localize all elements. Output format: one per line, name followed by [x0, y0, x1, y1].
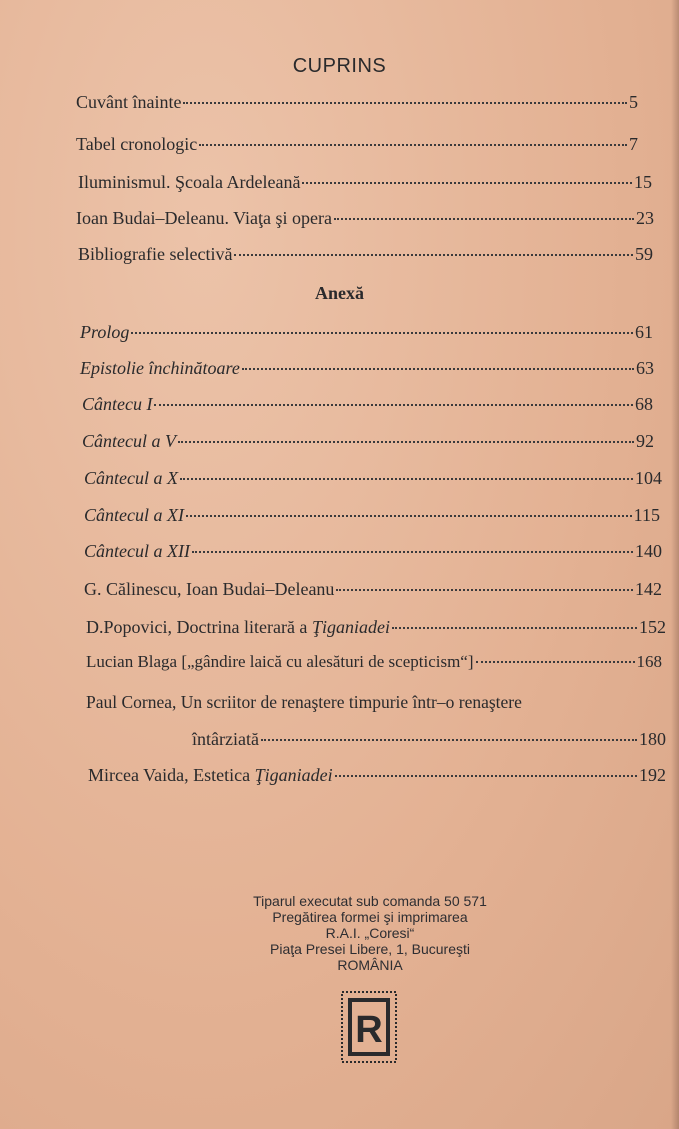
toc-entry-label: Cântecul a X — [84, 468, 178, 488]
toc-entry — [192, 729, 666, 750]
leader-dots — [154, 404, 633, 406]
toc-entry-page: 168 — [636, 652, 662, 671]
toc-entry — [76, 208, 654, 229]
toc-entry-label-prefix: D.Popovici, Doctrina literară a — [86, 617, 312, 637]
toc-entry-page: 59 — [635, 244, 653, 264]
toc-entry-page: 7 — [629, 134, 638, 154]
toc-entry-label: Cântecul a XI — [84, 505, 184, 525]
annex-heading: Anexă — [315, 283, 364, 303]
toc-entry-page: 23 — [636, 208, 654, 228]
toc-entry-first-line: Paul Cornea, Un scriitor de renaştere timpurie într–o renaştere — [86, 692, 522, 712]
leader-dots — [336, 589, 633, 591]
leader-dots — [242, 368, 634, 370]
toc-entry-page: 140 — [635, 541, 662, 561]
page-title: CUPRINS — [292, 55, 387, 77]
leader-dots — [199, 144, 627, 146]
page-edge-shadow — [671, 0, 679, 1129]
toc-entry-page: 152 — [639, 617, 666, 637]
toc-entry — [84, 579, 662, 600]
toc-entry — [86, 652, 662, 672]
imprint-line: Pregătirea formei şi imprimarea — [272, 909, 468, 925]
toc-entry — [84, 468, 662, 489]
leader-dots — [178, 441, 634, 443]
toc-entry-page: 92 — [636, 431, 654, 451]
toc-entry-page: 142 — [635, 579, 662, 599]
publisher-logo — [340, 990, 398, 1064]
toc-entry — [78, 172, 652, 193]
toc-entry-label: Epistolie închinătoare — [80, 358, 240, 378]
leader-dots — [302, 182, 632, 184]
leader-dots — [335, 775, 637, 777]
toc-entry — [76, 134, 638, 155]
imprint-line: Piaţa Presei Libere, 1, Bucureşti — [270, 941, 470, 957]
leader-dots — [476, 661, 635, 663]
toc-entry-label: întârziată — [192, 729, 259, 749]
leader-dots — [180, 478, 633, 480]
toc-entry-label: Cântecul a V — [82, 431, 176, 451]
toc-entry-label — [88, 765, 333, 786]
toc-entry — [84, 505, 660, 526]
leader-dots — [334, 218, 634, 220]
toc-entry-page: 61 — [635, 322, 653, 342]
imprint-line: ROMÂNIA — [337, 957, 403, 973]
toc-entry-label: G. Călinescu, Ioan Budai–Deleanu — [84, 579, 335, 599]
toc-entry-page: 5 — [629, 92, 638, 112]
toc-entry-label: Cântecu I — [82, 394, 153, 414]
toc-entry-label: Iluminismul. Şcoala Ardeleană — [78, 172, 301, 192]
toc-entry-label-prefix: Mircea Vaida, Estetica — [88, 765, 255, 785]
toc-entry-label: Bibliografie selectivă — [78, 244, 233, 264]
imprint-line: Tiparul executat sub comanda 50 571 — [253, 893, 487, 909]
leader-dots — [192, 551, 633, 553]
imprint-line: R.A.I. „Coresi“ — [325, 925, 415, 941]
toc-entry-label: Prolog — [80, 322, 130, 342]
toc-entry-page: 15 — [634, 172, 652, 192]
toc-entry-label-italic: Ţiganiadei — [254, 765, 333, 785]
toc-entry-page: 68 — [635, 394, 653, 414]
leader-dots — [183, 102, 627, 104]
toc-entry-page: 115 — [633, 505, 660, 525]
toc-entry-label: Lucian Blaga [„gândire laică cu alesături de scepticism“] — [86, 652, 474, 671]
toc-entry-page: 192 — [639, 765, 666, 785]
toc-entry-page: 180 — [639, 729, 666, 749]
toc-entry-label-italic: Ţiganiadei — [311, 617, 390, 637]
toc-entry — [82, 431, 654, 452]
leader-dots — [186, 515, 632, 517]
toc-entry-page: 63 — [636, 358, 654, 378]
toc-entry — [86, 617, 666, 638]
toc-entry-page: 104 — [635, 468, 662, 488]
toc-entry-label: Cuvânt înainte — [76, 92, 182, 112]
leader-dots — [131, 332, 633, 334]
toc-entry-label: Cântecul a XII — [84, 541, 190, 561]
toc-entry — [80, 358, 654, 379]
printer-imprint — [200, 893, 540, 973]
toc-entry — [76, 92, 638, 113]
toc-entry-label — [86, 617, 390, 638]
toc-entry-label: Ioan Budai–Deleanu. Viaţa şi opera — [76, 208, 332, 228]
toc-entry — [80, 322, 653, 343]
toc-entry — [82, 394, 653, 415]
leader-dots — [261, 739, 637, 741]
toc-entry — [84, 541, 662, 562]
logo-letter: R — [355, 1009, 383, 1051]
leader-dots — [392, 627, 637, 629]
leader-dots — [234, 254, 633, 256]
toc-entry — [78, 244, 653, 265]
toc-entry — [88, 765, 666, 786]
toc-entry-label: Tabel cronologic — [76, 134, 198, 154]
